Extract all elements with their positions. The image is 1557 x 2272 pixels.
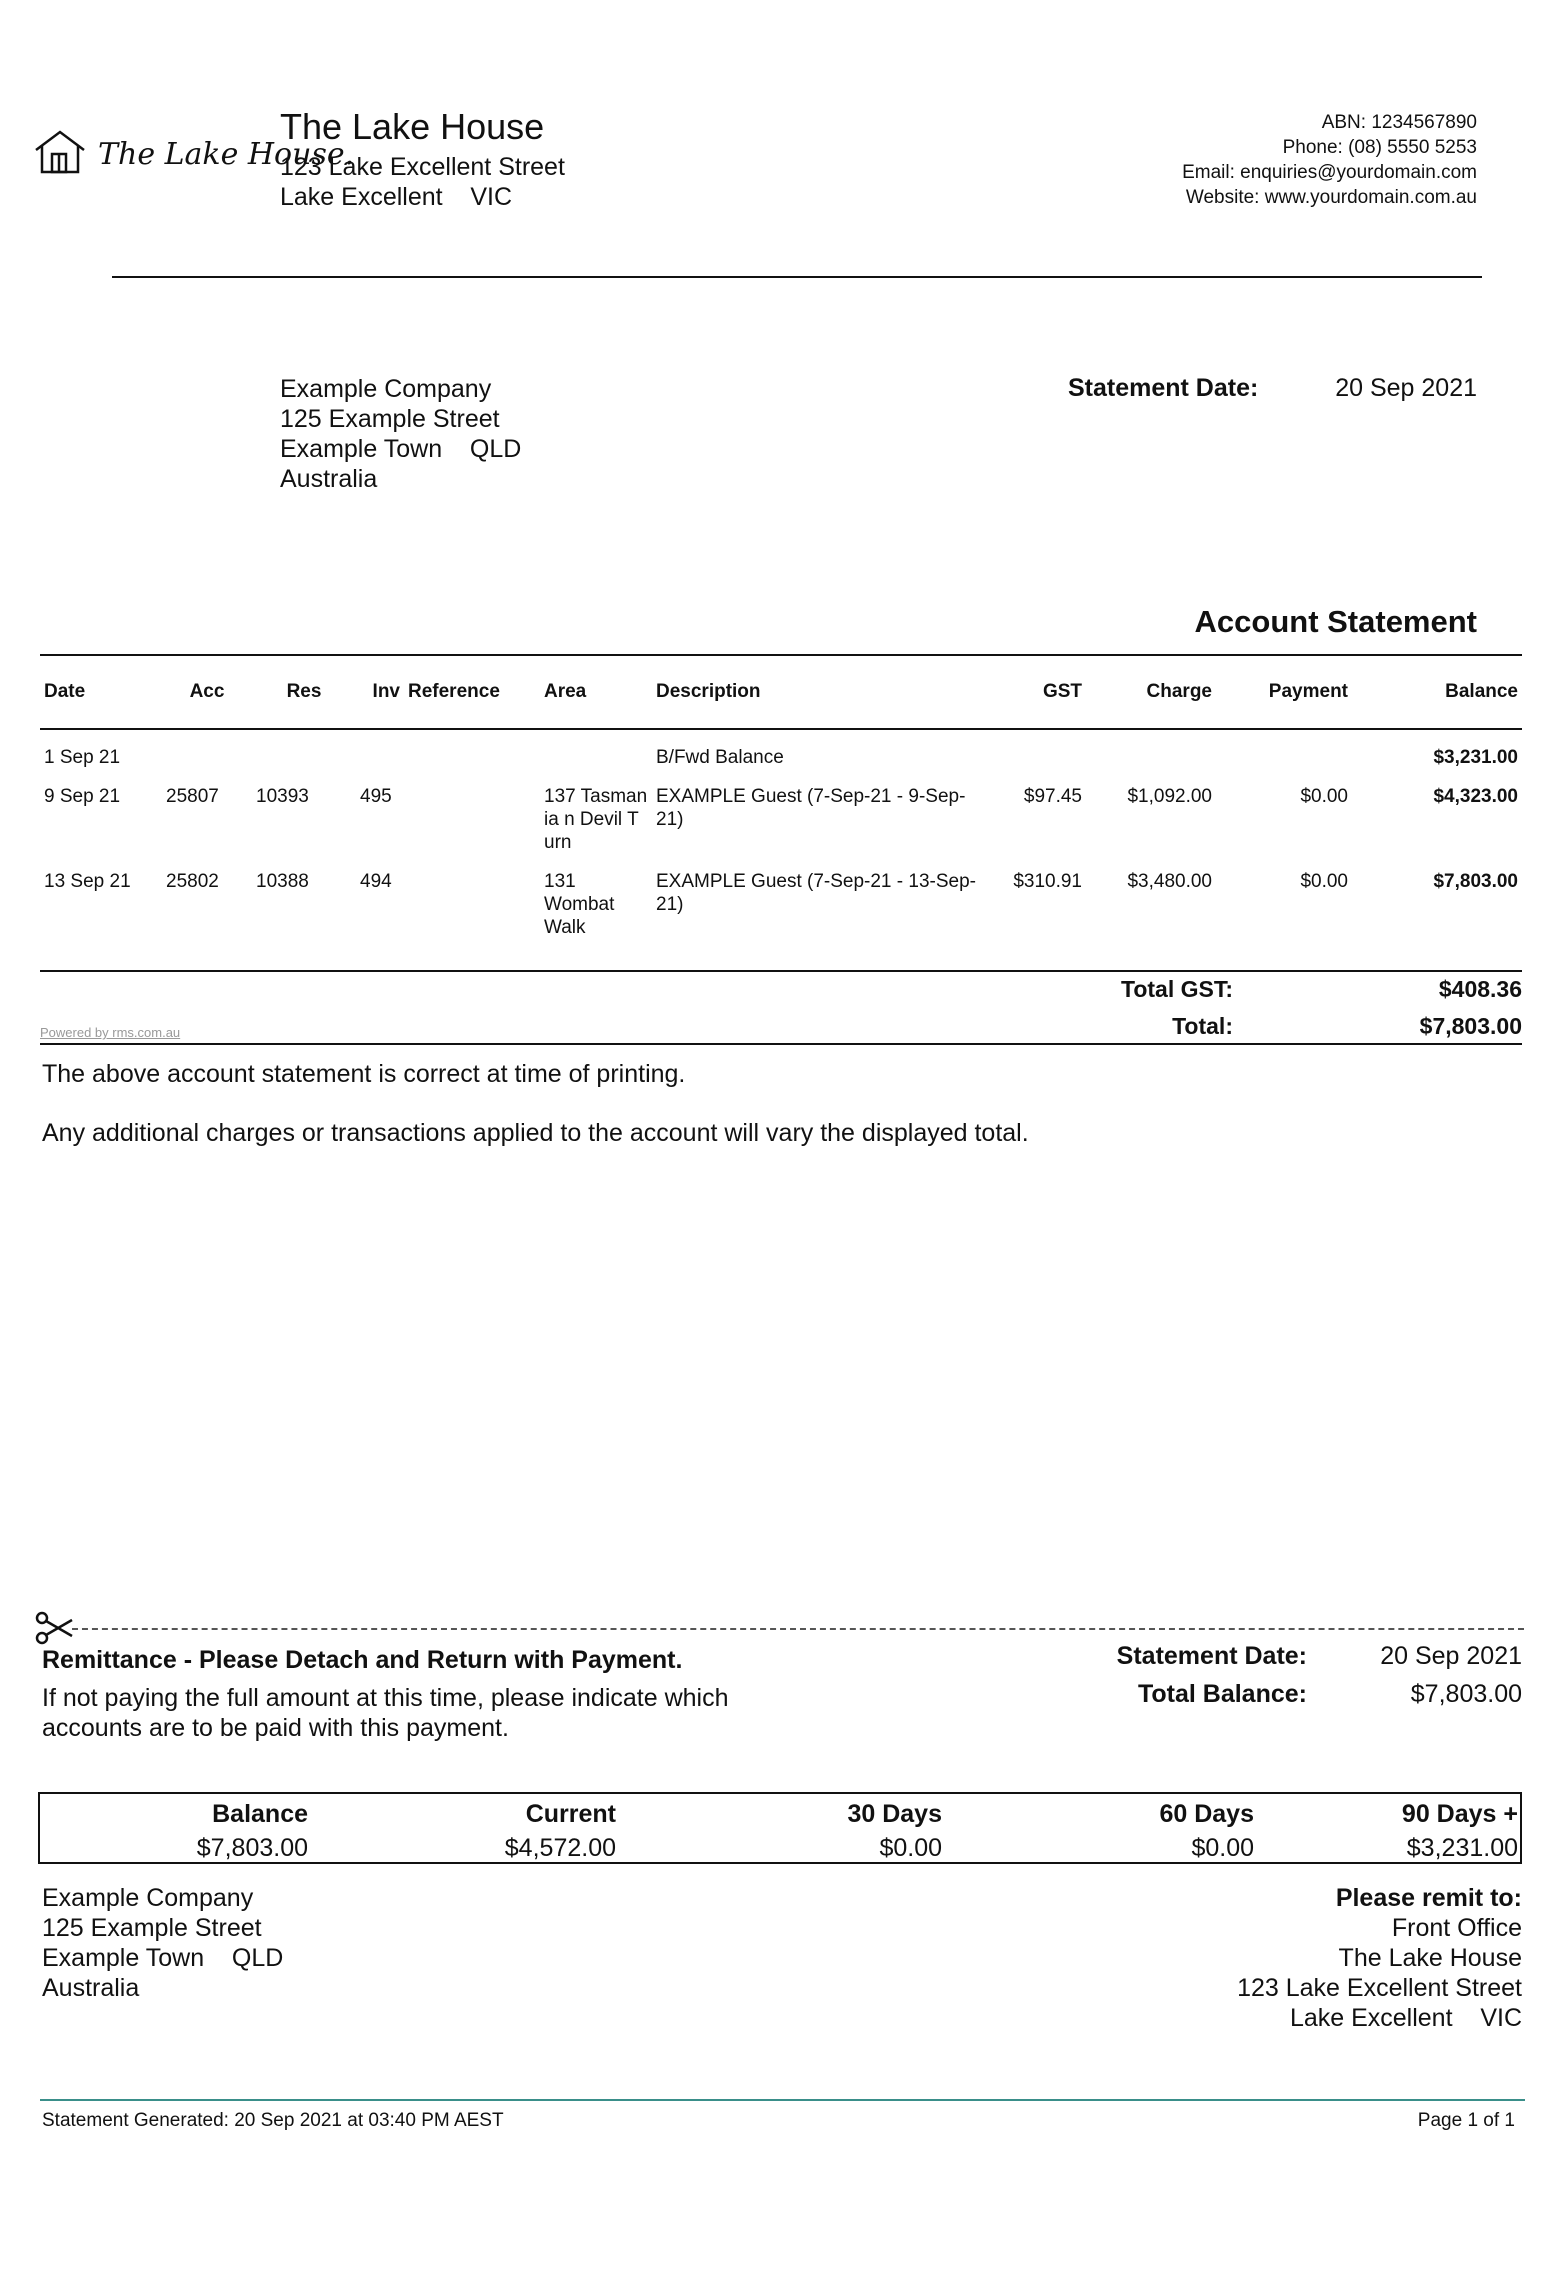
cell-payment: [1216, 729, 1352, 781]
remit-line1: Front Office: [1391, 1914, 1522, 1942]
website: Website: www.yourdomain.com.au: [1185, 187, 1477, 208]
footer-divider: [40, 2099, 1525, 2101]
total-gst-value: $408.36: [1438, 976, 1522, 1002]
remittance-title: Remittance - Please Detach and Return with Payment.: [42, 1646, 683, 1674]
aging-summary: [38, 1792, 1522, 1864]
col-charge: Charge: [1086, 655, 1216, 729]
phone: Phone: (08) 5550 5253: [1282, 137, 1477, 158]
col-reference: Reference: [404, 655, 540, 729]
cell-inv: 495: [360, 786, 392, 807]
cell-description: B/Fwd Balance: [656, 747, 784, 768]
table-header-row: [40, 655, 1522, 729]
col-area: Area: [540, 655, 652, 729]
remittance-customer-line1: Example Company: [42, 1884, 254, 1912]
transactions-table: [40, 654, 1522, 951]
col-res: Res: [252, 655, 356, 729]
customer-line1: Example Company: [280, 375, 492, 403]
statement-date-value: 20 Sep 2021: [1335, 374, 1477, 402]
cell-charge: $1,092.00: [1127, 786, 1212, 807]
col-payment: Payment: [1216, 655, 1352, 729]
business-address: [280, 152, 565, 212]
col-inv: Inv: [356, 655, 404, 729]
business-contact: [1182, 110, 1477, 210]
cell-charge: $3,480.00: [1127, 871, 1212, 892]
cell-payment: $0.00: [1300, 786, 1348, 807]
cell-acc: 25807: [166, 786, 219, 807]
table-row: [40, 781, 1522, 866]
aging-60-value: $0.00: [1191, 1834, 1254, 1862]
total-label: Total:: [1172, 1013, 1233, 1039]
aging-60-label: 60 Days: [1159, 1800, 1254, 1828]
cell-res: [252, 729, 356, 781]
cell-gst: $310.91: [1013, 871, 1082, 892]
aging-30-value: $0.00: [879, 1834, 942, 1862]
remittance-date-label: Statement Date:: [1116, 1642, 1307, 1670]
business-name: The Lake House: [280, 106, 545, 147]
lake-house-logo: [32, 118, 355, 188]
statement-title: Account Statement: [1194, 604, 1477, 639]
remittance-date-value: 20 Sep 2021: [1380, 1642, 1522, 1670]
aging-balance-value: $7,803.00: [196, 1834, 308, 1862]
remittance-customer-line4: Australia: [42, 1974, 140, 2002]
cell-date: 13 Sep 21: [44, 871, 131, 892]
remittance-customer-address: [42, 1883, 283, 2003]
cell-date: 9 Sep 21: [44, 786, 121, 807]
col-acc: Acc: [162, 655, 252, 729]
cell-description: EXAMPLE Guest (7-Sep-21 - 9-Sep-21): [656, 786, 966, 830]
table-row: [40, 729, 1522, 781]
cell-balance: $3,231.00: [1433, 747, 1518, 768]
cell-reference: [404, 866, 540, 951]
col-balance: Balance: [1352, 655, 1522, 729]
header-divider: [112, 276, 1482, 278]
cell-description: EXAMPLE Guest (7-Sep-21 - 13-Sep-21): [656, 871, 976, 915]
total-value: $7,803.00: [1419, 1013, 1522, 1039]
email: Email: enquiries@yourdomain.com: [1182, 162, 1477, 183]
remit-line3: 123 Lake Excellent Street: [1237, 1974, 1522, 2002]
remittance-total-value: $7,803.00: [1410, 1680, 1522, 1708]
house-icon: [36, 132, 84, 172]
cell-charge: [1086, 729, 1216, 781]
remit-to-block: [1237, 1883, 1522, 2033]
cell-acc: [162, 729, 252, 781]
business-address-line2: Lake Excellent VIC: [280, 183, 513, 211]
cell-inv: 494: [360, 871, 392, 892]
cell-res: 10388: [256, 871, 309, 892]
detach-line: [72, 1628, 1524, 1630]
remit-line2: The Lake House: [1338, 1944, 1522, 1972]
abn: ABN: 1234567890: [1321, 112, 1477, 133]
remittance-customer-line2: 125 Example Street: [42, 1914, 262, 1942]
cell-payment: $0.00: [1300, 871, 1348, 892]
statement-generated: Statement Generated: 20 Sep 2021 at 03:40 PM AEST: [42, 2110, 504, 2131]
cell-acc: 25802: [166, 871, 219, 892]
cell-gst: $97.45: [1023, 786, 1082, 807]
aging-90-label: 90 Days +: [1401, 1800, 1518, 1828]
aging-current-label: Current: [525, 1800, 616, 1828]
totals-bottom-divider: [40, 1043, 1522, 1045]
cell-area: [540, 729, 652, 781]
aging-30-label: 30 Days: [847, 1800, 942, 1828]
business-address-line1: 123 Lake Excellent Street: [280, 153, 565, 181]
col-description: Description: [652, 655, 986, 729]
aging-current-value: $4,572.00: [504, 1834, 616, 1862]
note-correct: The above account statement is correct at time of printing.: [42, 1060, 686, 1088]
cell-date: 1 Sep 21: [44, 747, 121, 768]
customer-line3: Example Town QLD: [280, 435, 522, 463]
note-additional: Any additional charges or transactions applied to the account will vary the displayed total.: [42, 1119, 1029, 1147]
svg-text:The Lake House.: The Lake House.: [98, 137, 355, 172]
col-gst: GST: [986, 655, 1086, 729]
cell-reference: [404, 781, 540, 866]
page-number: Page 1 of 1: [1417, 2110, 1515, 2131]
cell-balance: $4,323.00: [1433, 786, 1518, 807]
powered-by-link[interactable]: Powered by rms.com.au: [40, 1025, 181, 1040]
scissors-icon: [34, 1610, 74, 1646]
remittance-total-label: Total Balance:: [1137, 1680, 1307, 1708]
cell-area: 137 Tasmania n Devil Turn: [544, 786, 648, 853]
remit-line4: Lake Excellent VIC: [1289, 2004, 1522, 2032]
table-row: [40, 866, 1522, 951]
col-date: Date: [40, 655, 162, 729]
cell-inv: [356, 729, 404, 781]
cell-reference: [404, 729, 540, 781]
remittance-customer-line3: Example Town QLD: [42, 1944, 284, 1972]
remit-to-label: Please remit to:: [1335, 1884, 1522, 1912]
aging-balance-label: Balance: [212, 1800, 308, 1828]
remittance-instructions: If not paying the full amount at this time, please indicate which accounts are to be paid with this payment.: [42, 1684, 729, 1742]
cell-gst: [986, 729, 1086, 781]
customer-address: [280, 374, 521, 494]
customer-line2: 125 Example Street: [280, 405, 500, 433]
statement-date-label: Statement Date:: [1068, 374, 1259, 402]
customer-line4: Australia: [280, 465, 378, 493]
aging-90-value: $3,231.00: [1406, 1834, 1518, 1862]
totals-divider: [40, 970, 1522, 972]
cell-res: 10393: [256, 786, 309, 807]
cell-area: 131 Wombat Walk: [544, 871, 615, 938]
total-gst-label: Total GST:: [1120, 976, 1233, 1002]
cell-balance: $7,803.00: [1433, 871, 1518, 892]
